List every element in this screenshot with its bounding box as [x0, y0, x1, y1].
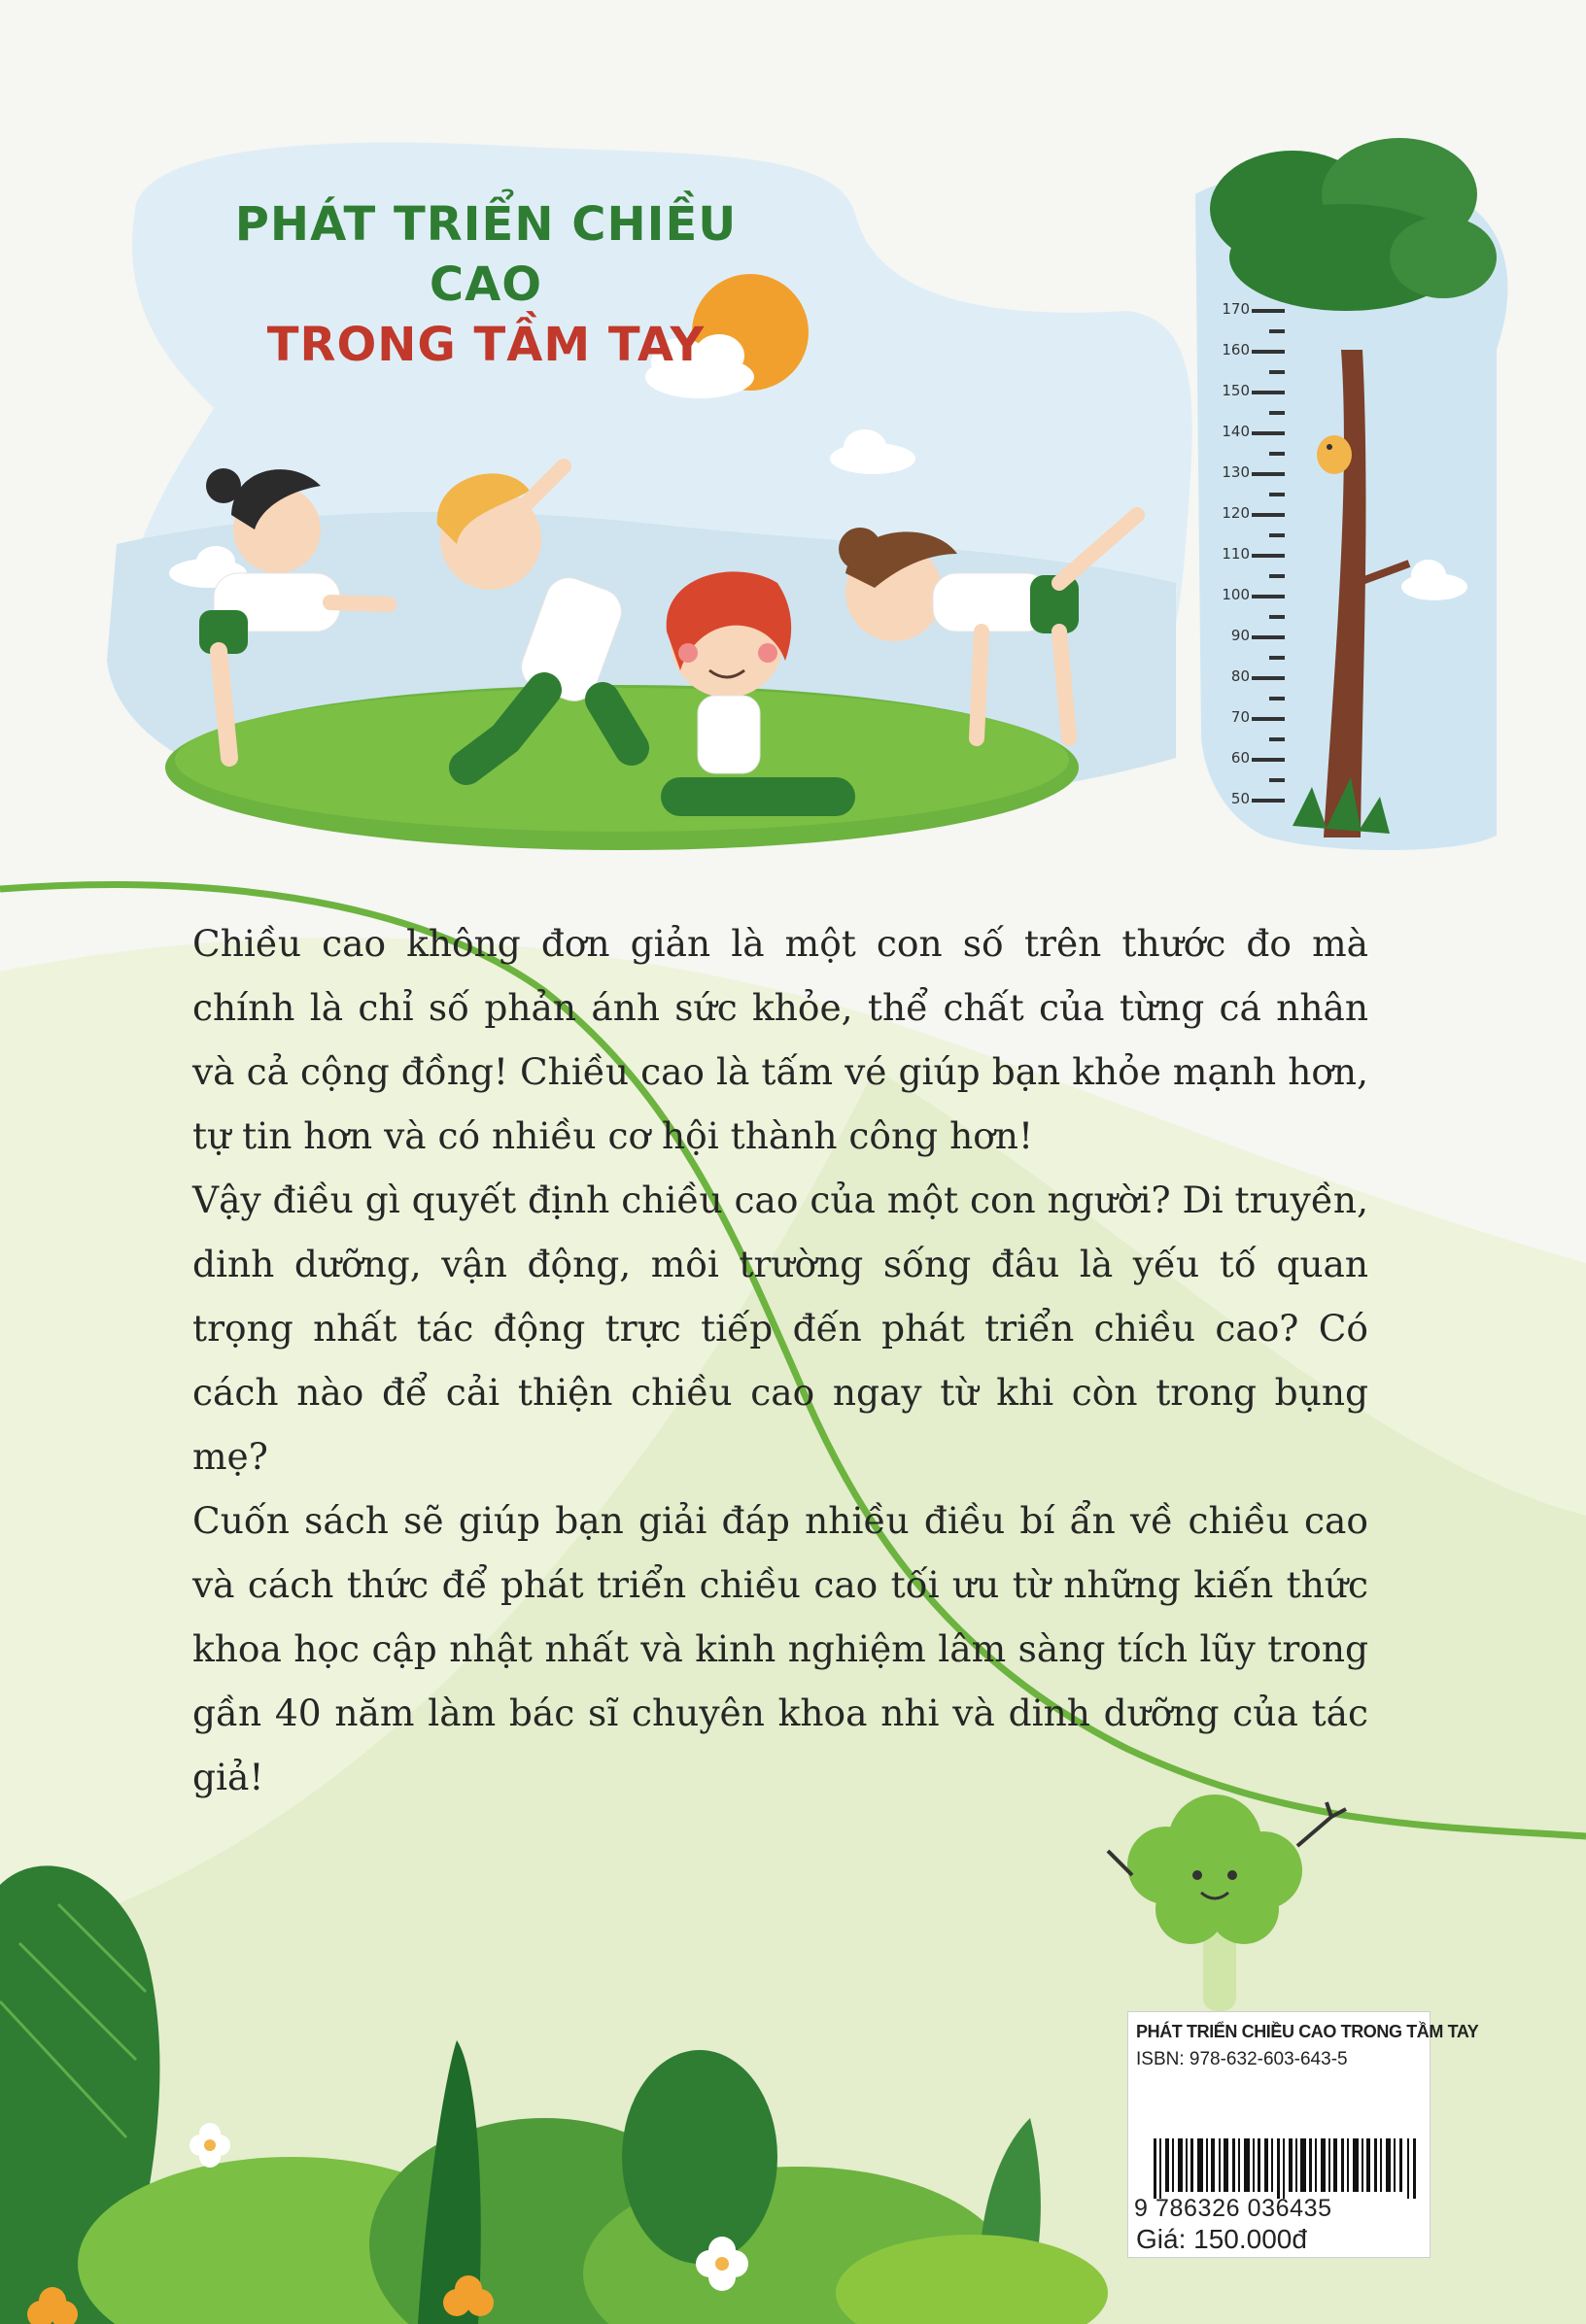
- ruler-label: 130: [1222, 463, 1250, 481]
- ruler-label: 150: [1222, 382, 1250, 399]
- ruler-label: 140: [1222, 423, 1250, 440]
- ruler-label: 110: [1222, 545, 1250, 563]
- ruler-label: 60: [1230, 749, 1250, 767]
- ruler-label: 90: [1230, 627, 1250, 644]
- ruler-label: 170: [1222, 300, 1250, 318]
- title-line-2: TRONG TẦM TAY: [266, 318, 706, 372]
- ruler-label: 50: [1230, 790, 1250, 807]
- isbn-text: ISBN: 978-632-603-643-5: [1136, 2049, 1348, 2069]
- ruler-label: 160: [1222, 341, 1250, 359]
- ruler-label: 120: [1222, 504, 1250, 522]
- ruler-label: 70: [1230, 708, 1250, 726]
- height-ruler: [1222, 300, 1285, 814]
- title-line-1: PHÁT TRIỂN CHIỀU CAO: [234, 197, 738, 312]
- price-text: Giá: 150.000đ: [1136, 2224, 1307, 2254]
- barcode-digits: 9 786326 036435: [1134, 2195, 1332, 2222]
- bird-icon: [1317, 435, 1352, 474]
- ruler-label: 100: [1222, 586, 1250, 603]
- barcode-icon: [1154, 2138, 1420, 2199]
- blurb-paragraph-3: Cuốn sách sẽ giúp bạn giải đáp nhiều điều bí ẩn về chiều cao và cách thức để phát triển chiều cao tối ưu từ những kiến thức khoa học cập nhật nhất và kinh nghiệm lâm sàng tích lũy trong gần 40 năm làm bác sĩ chuyên khoa nhi và dinh dưỡng của tác giả!: [192, 1499, 1368, 1798]
- cover-title: [175, 194, 797, 375]
- barcode-book-title: PHÁT TRIỂN CHIỀU CAO TRONG TẦM TAY: [1136, 2022, 1479, 2041]
- blurb-paragraph-1: Chiều cao không đơn giản là một con số trên thước đo mà chính là chỉ số phản ánh sức khỏe, thể chất của từng cá nhân và cả cộng đồng! Chiều cao là tấm vé giúp bạn khỏe mạnh hơn, tự tin hơn và có nhiều cơ hội thành công hơn!: [192, 922, 1368, 1157]
- ruler-label: 80: [1230, 667, 1250, 685]
- blurb-paragraph-2: Vậy điều gì quyết định chiều cao của một con người? Di truyền, dinh dưỡng, vận động, môi trường sống đâu là yếu tố quan trọng nhất tác động trực tiếp đến phát triển chiều cao? Có cách nào để cải thiện chiều cao ngay từ khi còn trong bụng mẹ?: [192, 1179, 1368, 1478]
- barcode-label: [1127, 2011, 1479, 2258]
- back-cover-blurb: [192, 911, 1368, 1809]
